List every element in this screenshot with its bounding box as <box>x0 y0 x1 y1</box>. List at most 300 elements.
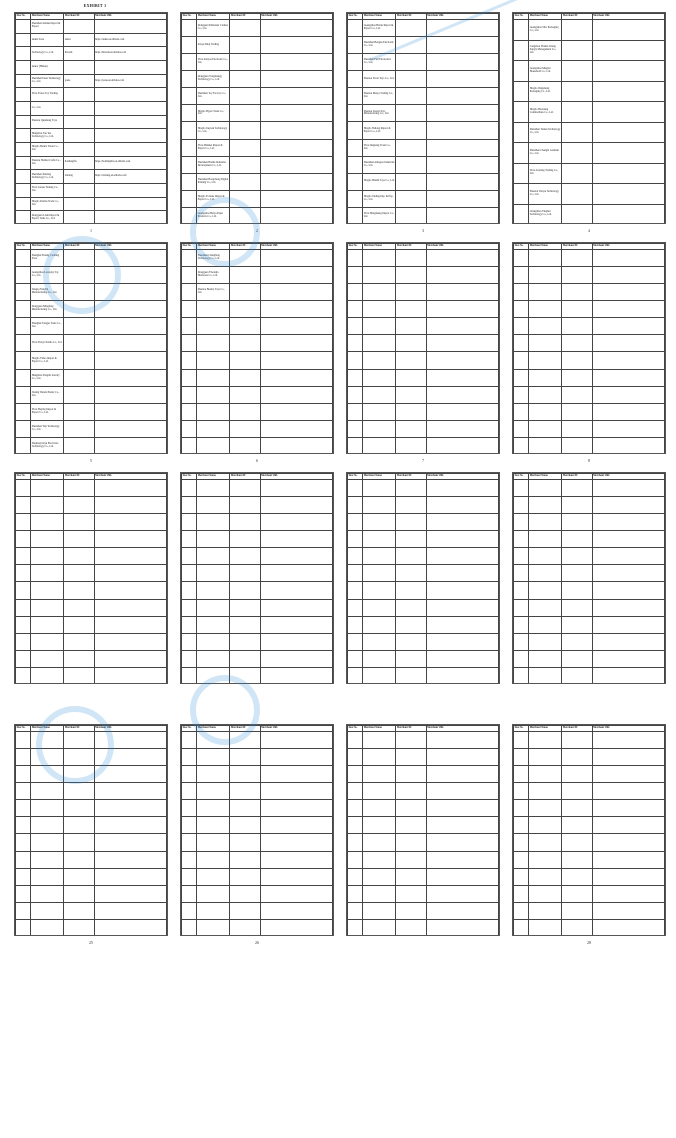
merchant-id-cell <box>64 142 94 156</box>
doe-number-cell <box>348 403 363 420</box>
column-header: Merchant ID <box>230 14 260 20</box>
merchant-name-cell <box>363 284 396 301</box>
column-header: Doe No. <box>16 14 31 20</box>
merchant-name-cell <box>31 732 64 749</box>
merchant-name-cell: Yiwu Fortes Toy Trading <box>31 88 64 102</box>
merchant-id-cell <box>64 197 94 211</box>
merchant-name-cell: Guangzhou Hairui Import & Export Co., Ltd. <box>363 20 396 37</box>
table-row <box>514 250 665 267</box>
merchant-id-cell <box>562 667 592 684</box>
doe-number-cell <box>182 817 197 834</box>
doe-number-cell <box>514 204 529 224</box>
merchant-id-cell <box>230 301 260 318</box>
doe-number-cell <box>16 582 31 599</box>
merchant-name-cell <box>529 565 562 582</box>
merchant-url-cell <box>94 480 167 497</box>
merchant-id-cell <box>396 868 426 885</box>
doe-number-cell <box>514 386 529 403</box>
document-page <box>346 12 500 224</box>
merchant-url-cell[interactable]: https://hlwzsh.en.alibaba.com <box>94 47 167 61</box>
table-row <box>514 834 665 851</box>
merchant-id-cell <box>64 667 94 684</box>
column-header: Merchant ID <box>562 726 592 732</box>
merchant-name-cell <box>363 565 396 582</box>
column-header: Doe No. <box>16 244 31 250</box>
column-header: Merchant URL <box>592 726 665 732</box>
merchant-url-cell <box>94 318 167 335</box>
table-row <box>182 88 333 105</box>
merchant-url-cell <box>426 868 499 885</box>
merchant-name-cell: Guangzhou Mingtai Household Co., Ltd. <box>529 61 562 82</box>
doe-number-cell <box>16 817 31 834</box>
doe-number-cell <box>182 565 197 582</box>
merchant-name-cell <box>529 369 562 386</box>
merchant-id-cell <box>64 403 94 420</box>
doe-number-cell <box>182 173 197 190</box>
table-row <box>348 139 499 156</box>
merchant-id-cell <box>230 190 260 207</box>
merchant-id-cell <box>64 301 94 318</box>
merchant-table <box>513 725 665 936</box>
merchant-name-cell: Shanghai Tongjia Trade Co., Ltd. <box>31 318 64 335</box>
merchant-name-cell: Jiangsu Yanglin Manufacturing Co., Ltd. <box>31 284 64 301</box>
merchant-name-cell: Dongguan Tongshengg Technology Co., Ltd. <box>197 71 230 88</box>
table-row <box>514 497 665 514</box>
table-row <box>514 667 665 684</box>
merchant-name-cell: Shenzhen Hengda Electronic Co., Ltd. <box>363 37 396 54</box>
table-row <box>348 497 499 514</box>
column-header: Merchant Name <box>363 14 396 20</box>
merchant-name-cell <box>529 335 562 352</box>
column-header: Doe No. <box>348 14 363 20</box>
merchant-id-cell <box>396 139 426 156</box>
doe-number-cell <box>182 207 197 224</box>
table-row <box>182 633 333 650</box>
column-header: Merchant ID <box>64 14 94 20</box>
merchant-name-cell: Ningbo Jinding Imp. & Exp. Co., Ltd. <box>363 190 396 207</box>
table-row <box>16 156 167 170</box>
doe-number-cell <box>348 139 363 156</box>
merchant-url-cell <box>260 885 333 902</box>
merchant-url-cell <box>426 565 499 582</box>
table-row <box>182 650 333 667</box>
merchant-url-cell <box>426 190 499 207</box>
merchant-name-cell <box>529 834 562 851</box>
merchant-url-cell <box>94 732 167 749</box>
table-row <box>514 851 665 868</box>
merchant-name-cell: Shantou Siwei Toys Co., Ltd. <box>363 71 396 88</box>
table-row <box>16 20 167 34</box>
merchant-id-cell <box>396 514 426 531</box>
doe-number-cell <box>182 54 197 71</box>
merchant-url-cell <box>260 919 333 936</box>
table-row <box>182 420 333 437</box>
merchant-url-cell <box>426 599 499 616</box>
merchant-name-cell <box>363 318 396 335</box>
merchant-url-cell <box>592 616 665 633</box>
merchant-url-cell <box>260 599 333 616</box>
table-row <box>348 834 499 851</box>
doe-number-cell <box>514 616 529 633</box>
doe-number-cell <box>16 514 31 531</box>
column-header: Merchant Name <box>529 474 562 480</box>
merchant-url-cell[interactable]: https://honhaigifts.en.alibaba.com <box>94 156 167 170</box>
merchant-id-cell <box>396 437 426 454</box>
merchant-url-cell <box>260 650 333 667</box>
table-row <box>182 318 333 335</box>
merchant-url-cell <box>592 318 665 335</box>
table-row <box>182 122 333 139</box>
merchant-name-cell <box>529 817 562 834</box>
table-row <box>182 335 333 352</box>
table-row <box>182 480 333 497</box>
table-row <box>514 650 665 667</box>
merchant-name-cell <box>529 386 562 403</box>
merchant-name-cell: Ningbo Pandas Trade Co., Ltd. <box>31 197 64 211</box>
merchant-name-cell: Shantou Tianyu Technology Co., Ltd. <box>529 184 562 205</box>
merchant-url-cell <box>94 749 167 766</box>
column-header: Merchant ID <box>230 474 260 480</box>
column-header: Merchant Name <box>363 474 396 480</box>
merchant-id-cell <box>396 497 426 514</box>
table-row <box>514 531 665 548</box>
doe-number-cell <box>514 163 529 184</box>
table-row <box>182 834 333 851</box>
merchant-url-cell[interactable]: https://xinxing.en.alibaba.com <box>94 170 167 184</box>
merchant-url-cell <box>426 386 499 403</box>
merchant-id-cell <box>230 599 260 616</box>
merchant-url-cell <box>592 480 665 497</box>
merchant-name-cell <box>529 497 562 514</box>
table-row <box>182 732 333 749</box>
table-row <box>16 47 167 61</box>
merchant-url-cell <box>260 71 333 88</box>
merchant-name-cell <box>363 817 396 834</box>
merchant-id-cell <box>562 420 592 437</box>
doe-number-cell <box>348 122 363 139</box>
merchant-url-cell <box>94 497 167 514</box>
merchant-id-cell <box>230 667 260 684</box>
doe-number-cell <box>514 318 529 335</box>
doe-number-cell <box>514 403 529 420</box>
doe-number-cell <box>182 800 197 817</box>
merchant-id-cell <box>64 20 94 34</box>
doe-number-cell <box>514 81 529 102</box>
doe-number-cell <box>16 531 31 548</box>
merchant-url-cell <box>94 250 167 267</box>
merchant-id-cell <box>64 267 94 284</box>
merchant-url-cell <box>592 667 665 684</box>
document-page <box>180 242 334 454</box>
merchant-name-cell <box>197 420 230 437</box>
table-row <box>182 105 333 122</box>
table-row <box>182 667 333 684</box>
merchant-url-cell <box>94 885 167 902</box>
doe-number-cell <box>16 33 31 47</box>
doe-number-cell <box>514 301 529 318</box>
merchant-name-cell <box>363 369 396 386</box>
column-header: Merchant URL <box>94 244 167 250</box>
table-row <box>514 352 665 369</box>
column-header: Doe No. <box>514 14 529 20</box>
merchant-url-cell <box>260 616 333 633</box>
merchant-url-cell <box>426 650 499 667</box>
column-header: Merchant ID <box>64 244 94 250</box>
doe-number-cell <box>514 335 529 352</box>
merchant-id-cell <box>562 267 592 284</box>
exhibit-title: EXHIBIT 1 <box>83 3 107 8</box>
merchant-name-cell <box>363 335 396 352</box>
merchant-name-cell <box>197 616 230 633</box>
table-row <box>348 749 499 766</box>
table-row <box>348 885 499 902</box>
column-header: Merchant ID <box>396 14 426 20</box>
table-row <box>514 582 665 599</box>
table-row <box>182 369 333 386</box>
merchant-name-cell <box>197 851 230 868</box>
merchant-name-cell <box>197 548 230 565</box>
merchant-id-cell <box>64 851 94 868</box>
table-row <box>182 885 333 902</box>
merchant-name-cell: Guangzhou Loveplay Toy Co., Ltd. <box>31 267 64 284</box>
merchant-url-cell[interactable]: https://ankal.en.alibaba.com <box>94 33 167 47</box>
merchant-url-cell <box>426 497 499 514</box>
merchant-id-cell <box>562 582 592 599</box>
merchant-name-cell <box>31 919 64 936</box>
doe-number-cell <box>514 497 529 514</box>
merchant-id-cell <box>230 834 260 851</box>
table-row <box>514 81 665 102</box>
merchant-url-cell <box>94 851 167 868</box>
table-row <box>514 565 665 582</box>
column-header: Doe No. <box>514 474 529 480</box>
merchant-id-cell <box>562 163 592 184</box>
table-row <box>348 531 499 548</box>
merchant-id-cell <box>64 800 94 817</box>
merchant-url-cell <box>426 902 499 919</box>
merchant-table <box>513 13 665 224</box>
doe-number-cell <box>348 173 363 190</box>
doe-number-cell <box>16 667 31 684</box>
table-row <box>16 142 167 156</box>
merchant-id-cell <box>230 403 260 420</box>
table-row <box>514 633 665 650</box>
merchant-id-cell <box>64 633 94 650</box>
merchant-url-cell <box>426 156 499 173</box>
table-row <box>16 369 167 386</box>
merchant-id-cell <box>396 667 426 684</box>
table-row <box>16 633 167 650</box>
merchant-id-cell <box>562 81 592 102</box>
merchant-id-cell <box>64 834 94 851</box>
column-header: Merchant ID <box>562 474 592 480</box>
merchant-url-cell <box>426 352 499 369</box>
merchant-url-cell <box>426 633 499 650</box>
column-header: Merchant Name <box>529 244 562 250</box>
merchant-url-cell <box>426 783 499 800</box>
doe-number-cell <box>16 851 31 868</box>
column-header: Merchant ID <box>64 474 94 480</box>
table-row <box>348 667 499 684</box>
doe-number-cell <box>182 732 197 749</box>
merchant-url-cell <box>426 548 499 565</box>
merchant-name-cell: Dongguan Emboider Clothes Co., Ltd. <box>197 20 230 37</box>
page-number: 3 <box>422 228 424 233</box>
doe-number-cell <box>348 548 363 565</box>
table-row <box>348 207 499 224</box>
table-row <box>182 173 333 190</box>
doe-number-cell <box>514 766 529 783</box>
table-row <box>348 37 499 54</box>
page-number: 2 <box>256 228 258 233</box>
merchant-id-cell <box>64 565 94 582</box>
merchant-name-cell <box>363 749 396 766</box>
merchant-id-cell <box>64 582 94 599</box>
document-page <box>512 724 666 936</box>
merchant-name-cell <box>529 267 562 284</box>
doe-number-cell <box>514 267 529 284</box>
doe-number-cell <box>182 766 197 783</box>
column-header: Merchant URL <box>592 474 665 480</box>
merchant-id-cell <box>396 88 426 105</box>
merchant-name-cell <box>529 599 562 616</box>
doe-number-cell <box>16 919 31 936</box>
column-header: Merchant ID <box>230 244 260 250</box>
doe-number-cell <box>16 369 31 386</box>
merchant-name-cell <box>31 633 64 650</box>
table-row <box>348 783 499 800</box>
table-row <box>16 437 167 454</box>
table-row <box>16 548 167 565</box>
table-row <box>16 352 167 369</box>
merchant-name-cell <box>197 667 230 684</box>
merchant-url-cell <box>260 732 333 749</box>
page-number: 4 <box>588 228 590 233</box>
doe-number-cell <box>348 800 363 817</box>
merchant-id-cell <box>562 184 592 205</box>
doe-number-cell <box>16 115 31 129</box>
column-header: Merchant URL <box>592 14 665 20</box>
merchant-id-cell <box>562 783 592 800</box>
merchant-id-cell <box>396 565 426 582</box>
table-row <box>514 318 665 335</box>
merchant-url-cell <box>260 284 333 301</box>
column-header: Merchant URL <box>260 244 333 250</box>
table-row <box>348 122 499 139</box>
merchant-id-cell <box>396 902 426 919</box>
merchant-url-cell <box>592 766 665 783</box>
merchant-name-cell <box>197 732 230 749</box>
table-row <box>182 902 333 919</box>
merchant-id-cell: hlwzsh <box>64 47 94 61</box>
merchant-url-cell <box>94 211 167 224</box>
merchant-id-cell <box>562 749 592 766</box>
table-row <box>348 851 499 868</box>
table-row <box>182 497 333 514</box>
merchant-id-cell <box>396 71 426 88</box>
page-number: 26 <box>255 940 259 945</box>
merchant-id-cell <box>64 514 94 531</box>
merchant-name-cell <box>363 301 396 318</box>
doe-number-cell <box>514 650 529 667</box>
table-row <box>514 386 665 403</box>
merchant-name-cell <box>363 766 396 783</box>
column-header: Merchant URL <box>260 726 333 732</box>
merchant-id-cell <box>396 766 426 783</box>
doe-number-cell <box>182 122 197 139</box>
merchant-url-cell <box>260 582 333 599</box>
page-number: 28 <box>587 940 591 945</box>
merchant-id-cell <box>396 548 426 565</box>
merchant-name-cell <box>363 834 396 851</box>
merchant-name-cell: Ningbo Yiduo Import & Export Co., Ltd. <box>31 352 64 369</box>
merchant-name-cell <box>197 497 230 514</box>
table-row <box>514 919 665 936</box>
merchant-id-cell <box>230 369 260 386</box>
merchant-name-cell <box>197 800 230 817</box>
table-row <box>514 204 665 224</box>
table-row <box>514 369 665 386</box>
merchant-id-cell <box>396 403 426 420</box>
merchant-name-cell: Ningbo Dingsheng Packaging Co., Ltd. <box>529 81 562 102</box>
table-row <box>514 335 665 352</box>
merchant-id-cell <box>562 633 592 650</box>
table-row <box>182 616 333 633</box>
merchant-id-cell <box>230 105 260 122</box>
merchant-name-cell <box>529 667 562 684</box>
merchant-url-cell <box>426 582 499 599</box>
merchant-id-cell <box>562 369 592 386</box>
merchant-url-cell <box>94 902 167 919</box>
column-header: Doe No. <box>182 14 197 20</box>
doe-number-cell <box>348 919 363 936</box>
merchant-url-cell[interactable]: https://pasie.en.alibaba.com <box>94 74 167 88</box>
doe-number-cell <box>16 318 31 335</box>
merchant-url-cell <box>260 318 333 335</box>
merchant-id-cell <box>562 204 592 224</box>
doe-number-cell <box>16 284 31 301</box>
table-row <box>182 20 333 37</box>
doe-number-cell <box>348 582 363 599</box>
merchant-id-cell <box>230 548 260 565</box>
merchant-url-cell <box>426 817 499 834</box>
merchant-name-cell <box>31 480 64 497</box>
merchant-id-cell <box>562 514 592 531</box>
merchant-id-cell <box>64 902 94 919</box>
merchant-url-cell <box>260 817 333 834</box>
doe-number-cell <box>16 352 31 369</box>
doe-number-cell <box>348 531 363 548</box>
table-row <box>182 301 333 318</box>
table-row <box>182 284 333 301</box>
merchant-url-cell <box>94 616 167 633</box>
doe-number-cell <box>16 749 31 766</box>
merchant-url-cell <box>592 599 665 616</box>
column-header: Merchant Name <box>31 14 64 20</box>
merchant-id-cell <box>562 548 592 565</box>
table-row <box>16 420 167 437</box>
merchant-name-cell <box>363 437 396 454</box>
merchant-name-cell <box>363 582 396 599</box>
merchant-url-cell <box>592 81 665 102</box>
document-page <box>512 242 666 454</box>
column-header: Doe No. <box>348 244 363 250</box>
column-header: Merchant URL <box>426 474 499 480</box>
page-number: 1 <box>90 228 92 233</box>
merchant-name-cell <box>31 582 64 599</box>
table-row <box>16 565 167 582</box>
merchant-id-cell <box>64 250 94 267</box>
